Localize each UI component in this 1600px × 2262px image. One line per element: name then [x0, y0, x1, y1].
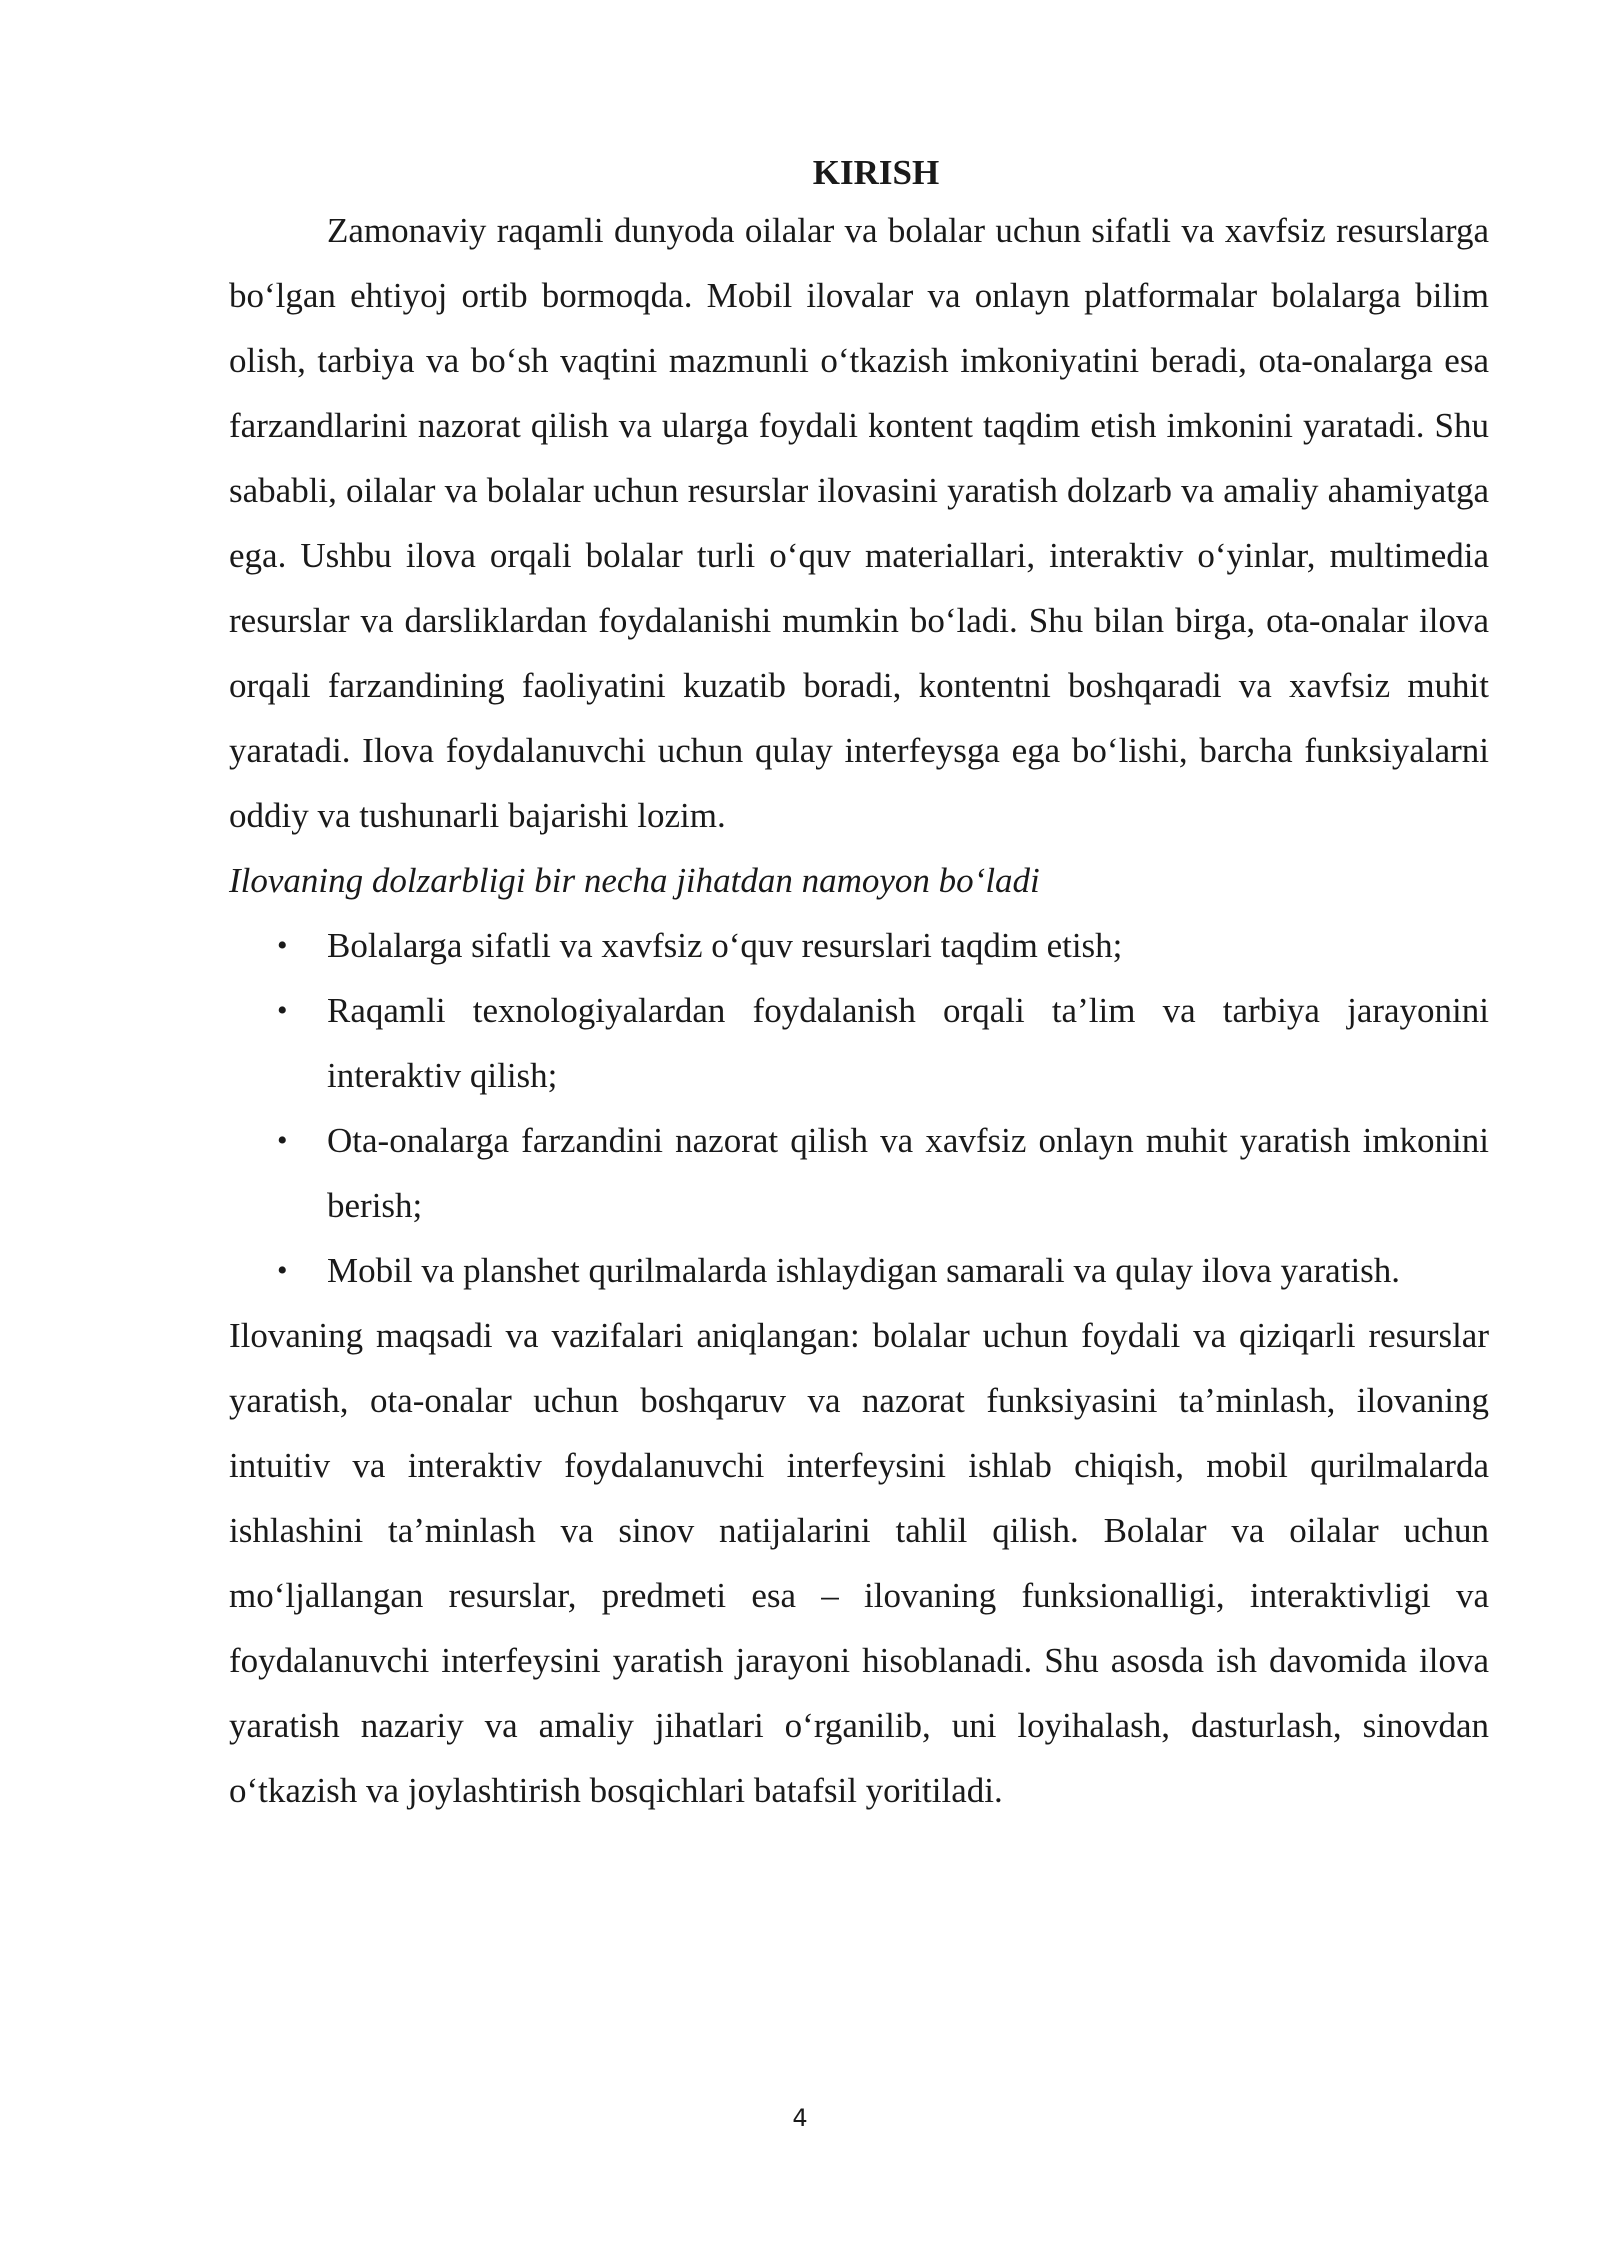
bullet-icon: •: [277, 1124, 288, 1157]
bullet-icon: •: [277, 994, 288, 1027]
list-item: [229, 1238, 1489, 1303]
intro-paragraph: Zamonaviy raqamli dunyoda oilalar va bolalar uchun sifatli va xavfsiz resurslarga bo‘lgan ehtiyoj ortib bormoqda. Mobil ilovalar va onlayn platformalar bolalarga bilim olish, tarbiya va bo‘sh vaqtini mazmunli o‘tkazish imkoniyatini beradi, ota-onalarga esa farzandlarini nazorat qilish va ularga foydali kontent taqdim etish imkonini yaratadi. Shu sababli, oilalar va bolalar uchun resurslar ilovasini yaratish dolzarb va amaliy ahamiyatga ega. Ushbu ilova orqali bolalar turli o‘quv materiallari, interaktiv o‘yinlar, multimedia resurslar va darsliklardan foydalanishi mumkin bo‘ladi. Shu bilan birga, ota-onalar ilova orqali farzandining faoliyatini kuzatib boradi, kontentni boshqaradi va xavfsiz muhit yaratadi. Ilova foydalanuvchi uchun qulay interfeysga ega bo‘lishi, barcha funksiyalarni oddiy va tushunarli bajarishi lozim.: [229, 211, 1489, 835]
relevance-list: [229, 913, 1489, 1303]
list-item-text: Ota-onalarga farzandini nazorat qilish va xavfsiz onlayn muhit yaratish imkonini berish;: [327, 1121, 1489, 1225]
list-item: [229, 913, 1489, 978]
page-number: 4: [792, 2104, 808, 2132]
relevance-subheading: Ilovaning dolzarbligi bir necha jihatdan namoyon bo‘ladi: [229, 861, 1040, 900]
list-item-text: Bolalarga sifatli va xavfsiz o‘quv resurslari taqdim etish;: [327, 926, 1123, 965]
list-item: [229, 1108, 1489, 1238]
section-heading: KIRISH: [812, 153, 940, 192]
bullet-icon: •: [277, 1254, 288, 1287]
bullet-icon: •: [277, 929, 288, 962]
page-content: [229, 148, 1489, 1823]
goals-paragraph: Ilovaning maqsadi va vazifalari aniqlangan: bolalar uchun foydali va qiziqarli resurslar yaratish, ota-onalar uchun boshqaruv va nazorat funksiyasini ta’minlash, ilovaning intuitiv va interaktiv foydalanuvchi interfeysini ishlab chiqish, mobil qurilmalarda ishlashini ta’minlash va sinov natijalarini tahlil qilish. Bolalar va oilalar uchun mo‘ljallangan resurslar, predmeti esa – ilovaning funksionalligi, interaktivligi va foydalanuvchi interfeysini yaratish jarayoni hisoblanadi. Shu asosda ish davomida ilova yaratish nazariy va amaliy jihatlari o‘rganilib, uni loyihalash, dasturlash, sinovdan o‘tkazish va joylashtirish bosqichlari batafsil yoritiladi.: [229, 1316, 1489, 1810]
list-item-text: Mobil va planshet qurilmalarda ishlaydigan samarali va qulay ilova yaratish.: [327, 1251, 1401, 1290]
list-item-text: Raqamli texnologiyalardan foydalanish orqali ta’lim va tarbiya jarayonini interaktiv qilish;: [327, 991, 1489, 1095]
list-item: [229, 978, 1489, 1108]
